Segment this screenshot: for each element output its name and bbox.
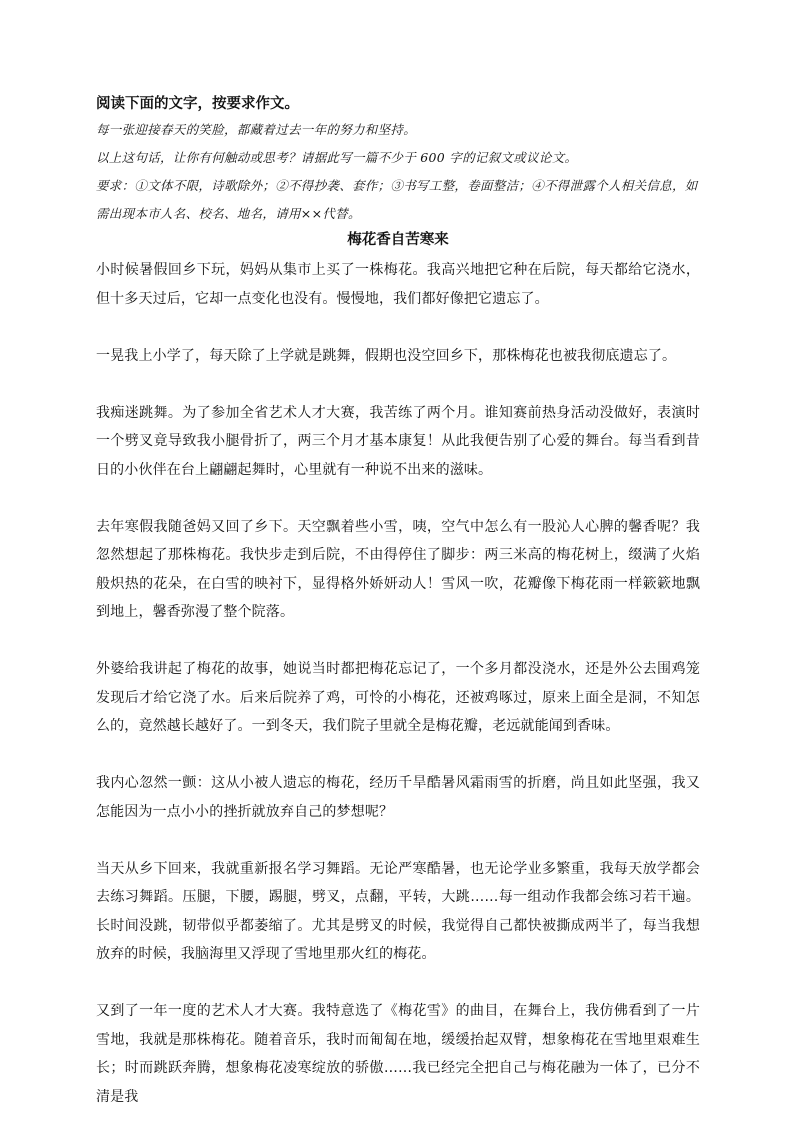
essay-title: 梅花香自苦寒来 (347, 231, 449, 248)
essay-paragraph: 小时候暑假回乡下玩，妈妈从集市上买了一株梅花。我高兴地把它种在后院，每天都给它浇水，但十多天过后，它却一点变化也没有。慢慢地，我们都好像把它遗忘了。 (96, 262, 700, 307)
essay-paragraph: 我痴迷跳舞。为了参加全省艺术人才大赛，我苦练了两个月。谁知赛前热身活动没做好，表演时一个劈叉竟导致我小腿骨折了，两三个月才基本康复！从此我便告别了心爱的舞台。每当看到昔日的小伙伴在台上翩翩起舞时，心里就有一种说不出来的滋味。 (96, 404, 700, 478)
essay-paragraph: 我内心忽然一颤：这从小被人遗忘的梅花，经历千旱酷暑风霜雨雪的折磨，尚且如此坚强，我又怎能因为一点小小的挫折就放弃自己的梦想呢？ (96, 775, 700, 820)
prompt-requirements: 要求：①文体不限，诗歌除外；②不得抄袭、套作；③书写工整，卷面整洁；④不得泄露个人相关信息，如需出现本市人名、校名、地名，请用××代替。 (96, 178, 698, 221)
essay-body (96, 256, 700, 1140)
prompt-instruction: 以上这句话，让你有何触动或思考？请据此写一篇不少于 600 字的记叙文或议论文。 (96, 150, 578, 165)
prompt-heading: 阅读下面的文字，按要求作文。 (96, 95, 299, 112)
essay-paragraph: 去年寒假我随爸妈又回了乡下。天空飘着些小雪，咦，空气中怎么有一股沁人心脾的馨香呢？我忽然想起了那株梅花。我快步走到后院，不由得停住了脚步：两三米高的梅花树上，缀满了火焰般炽热的花朵，在白雪的映衬下，显得格外娇妍动人！雪风一吹，花瓣像下梅花雨一样簌簌地飘到地上，馨香弥漫了整个院落。 (96, 518, 700, 620)
essay-paragraph: 一晃我上小学了，每天除了上学就是跳舞，假期也没空回乡下，那株梅花也被我彻底遗忘了。 (96, 347, 677, 364)
writing-prompt (96, 92, 706, 228)
essay-paragraph: 又到了一年一度的艺术人才大赛。我特意选了《梅花雪》的曲目，在舞台上，我仿佛看到了一片雪地，我就是那株梅花。随着音乐，我时而匍匐在地，缓缓抬起双臂，想象梅花在雪地里艰难生长；时而跳跃奔腾，想象梅花凌寒绽放的骄傲……我已经完全把自己与梅花融为一体了，已分不清是我 (96, 1003, 700, 1105)
prompt-quote: 每一张迎接春天的笑脸，都藏着过去一年的努力和坚持。 (96, 122, 417, 137)
essay-paragraph: 外婆给我讲起了梅花的故事，她说当时都把梅花忘记了，一个多月都没浇水，还是外公去围鸡笼发现后才给它浇了水。后来后院养了鸡，可怜的小梅花，还被鸡啄过，原来上面全是洞，不知怎么的，竟然越长越好了。一到冬天，我们院子里就全是梅花瓣，老远就能闻到香味。 (96, 661, 700, 734)
essay-paragraph: 当天从乡下回来，我就重新报名学习舞蹈。无论严寒酷暑，也无论学业多繁重，我每天放学都会去练习舞蹈。压腿，下腰，踢腿，劈叉，点翻，平转，大跳……每一组动作我都会练习若干遍。长时间没跳，韧带似乎都萎缩了。尤其是劈叉的时候，我觉得自己都快被撕成两半了，每当我想放弃的时候，我脑海里又浮现了雪地里那火红的梅花。 (96, 860, 700, 962)
